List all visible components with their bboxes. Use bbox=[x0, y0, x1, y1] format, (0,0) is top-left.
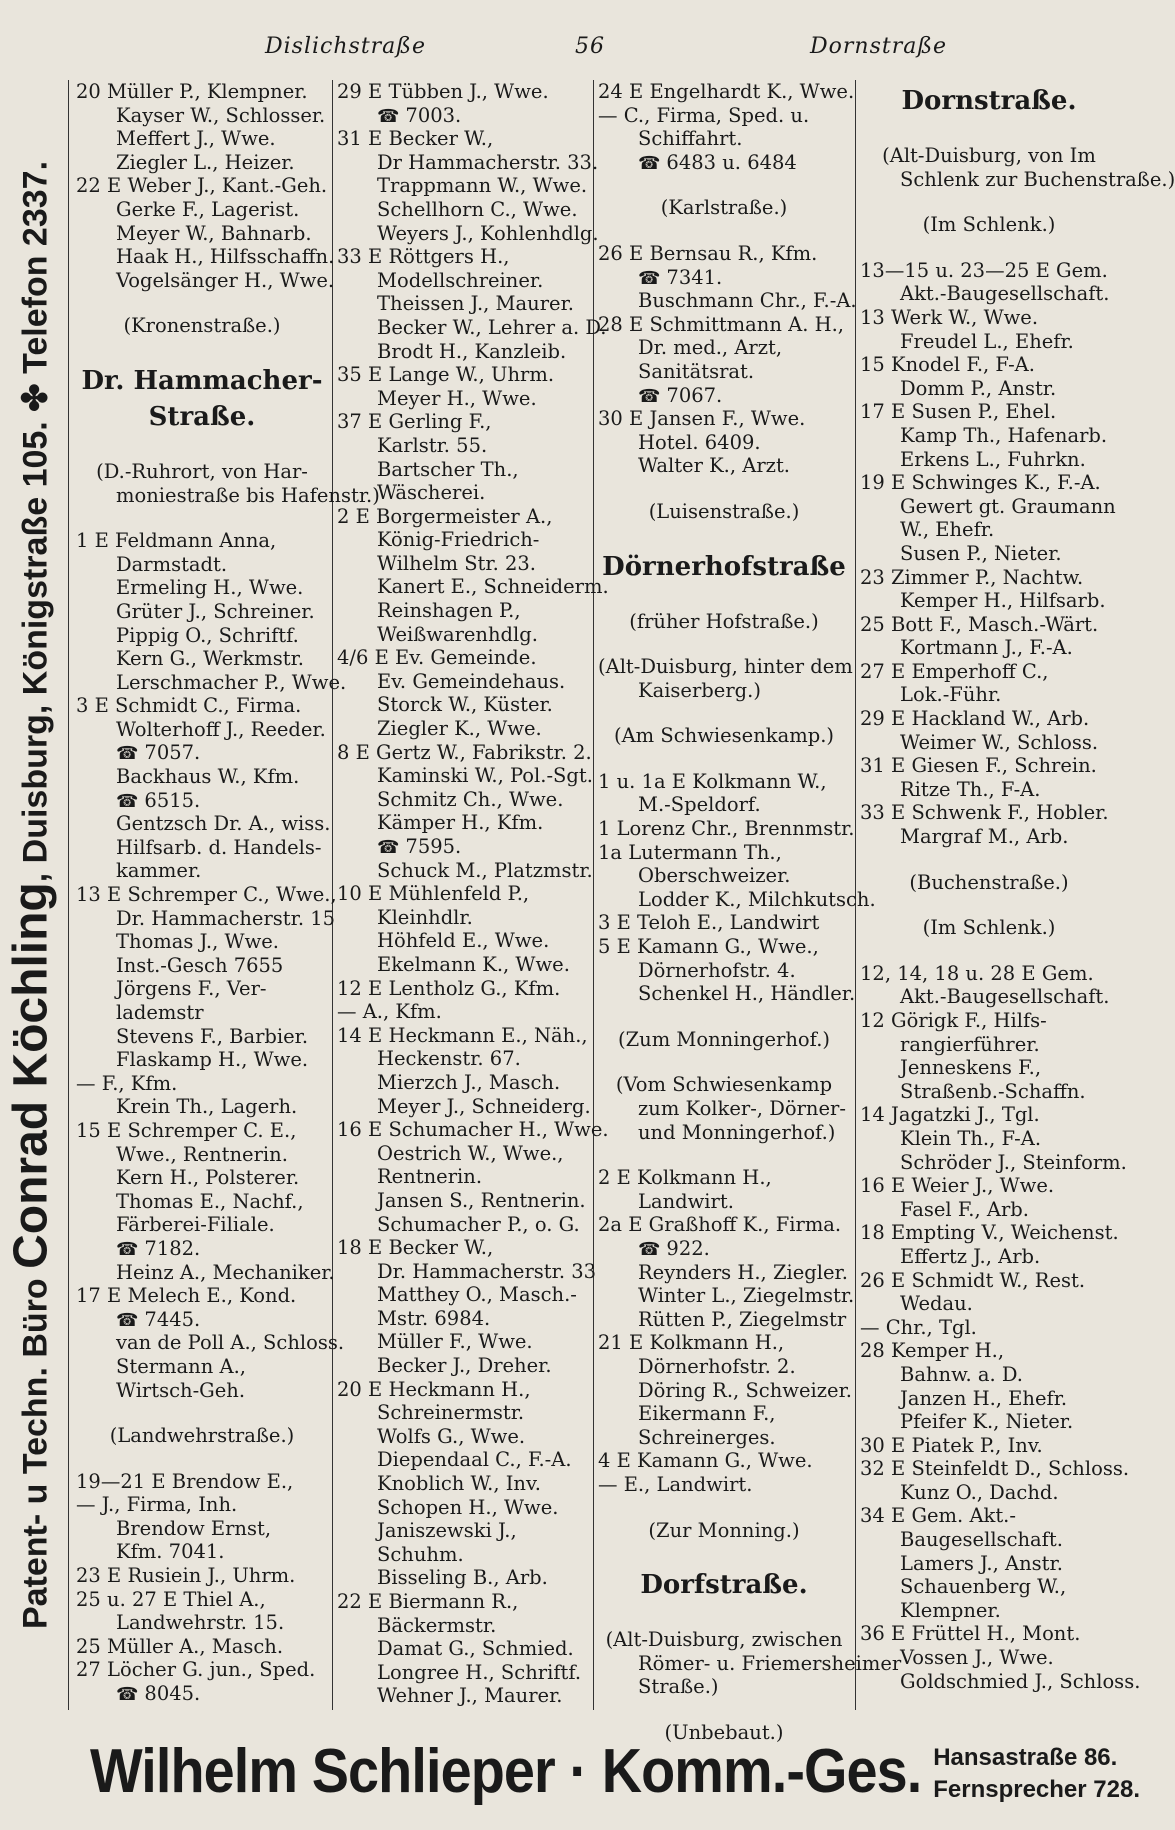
entry-line: 28 Kemper H., bbox=[860, 1339, 1005, 1363]
entry-line: Ritze Th., F-A. bbox=[900, 777, 1041, 801]
entry-line: M.-Speldorf. bbox=[638, 793, 761, 817]
entry-line: Fasel F., Arb. bbox=[900, 1197, 1029, 1221]
entry-line: Schiffahrt. bbox=[638, 127, 743, 151]
entry-line: Janzen H., Ehefr. bbox=[900, 1386, 1068, 1410]
entry-line: 8 E Gertz W., Fabrikstr. 2. bbox=[337, 740, 592, 764]
spacer bbox=[860, 237, 1118, 259]
entry-line: Kfm. 7041. bbox=[116, 1540, 225, 1564]
entry-line: 25 Bott F., Masch.-Wärt. bbox=[860, 612, 1099, 636]
entry-line: Reinshagen P., bbox=[377, 599, 521, 623]
spacer bbox=[860, 894, 1118, 916]
entry-line: 34 E Gem. Akt.- bbox=[860, 1504, 1016, 1528]
entry-line: Wilhelm Str. 23. bbox=[377, 551, 536, 575]
entry-line: Vossen J., Wwe. bbox=[900, 1646, 1054, 1670]
entry-line: Meyer J., Schneiderg. bbox=[377, 1094, 591, 1118]
entry-line: 22 E Biermann R., bbox=[337, 1590, 519, 1613]
entry-line: lademstr bbox=[116, 1001, 204, 1024]
street-note: (Buchenstraße.) bbox=[909, 870, 1069, 894]
phone-number: ☎ 7057. bbox=[76, 741, 328, 765]
entry-line: zum Kolker-, Dörner- bbox=[638, 1097, 846, 1120]
entry-line: Backhaus W., Kfm. bbox=[116, 765, 300, 789]
entry-line: 2a E Graßhoff K., Firma. bbox=[598, 1213, 842, 1237]
entry-line: Ziegler K., Wwe. bbox=[377, 717, 542, 741]
street-note: (Im Schlenk.) bbox=[922, 916, 1056, 940]
entry-line: 31 E Becker W., bbox=[337, 127, 494, 151]
entry-line: Brendow Ernst, bbox=[116, 1516, 272, 1540]
entry-line: Flaskamp H., Wwe. bbox=[116, 1048, 309, 1072]
entry-line: Stermann A., bbox=[116, 1354, 246, 1378]
street-note: (Luisenstraße.) bbox=[648, 499, 800, 523]
footer-company: Wilhelm Schlieper · Komm.-Ges. bbox=[90, 1737, 922, 1806]
entry-line: 16 E Weier J., Wwe. bbox=[860, 1174, 1055, 1198]
footer-street: Hansastraße 86. bbox=[933, 1744, 1118, 1771]
street-note: (Alt-Duisburg, von Im bbox=[882, 144, 1096, 167]
entry-line: Becker J., Dreher. bbox=[377, 1354, 552, 1378]
header-right: Dornstraße bbox=[810, 34, 948, 59]
entry-line: Bahnw. a. D. bbox=[900, 1362, 1024, 1386]
spacer bbox=[598, 1606, 850, 1628]
entry-line: 19—21 E Brendow E., bbox=[76, 1469, 294, 1493]
entry-line: Lerschmacher P., Wwe. bbox=[116, 670, 347, 694]
entry-line: Thomas E., Nachf., bbox=[116, 1189, 304, 1213]
entry-line: Gerke F., Lagerist. bbox=[116, 197, 300, 221]
entry-line: Inst.-Gesch 7655 bbox=[116, 953, 284, 977]
street-title: Dörnerhofstraße bbox=[602, 551, 846, 582]
entry-line: Pfeifer K., Nieter. bbox=[900, 1410, 1074, 1434]
entry-line: kammer. bbox=[116, 859, 202, 883]
entry-line: 17 E Melech E., Kond. bbox=[76, 1284, 297, 1308]
entry-line: Erkens L., Fuhrkn. bbox=[900, 447, 1086, 471]
entry-line: 36 E Früttel H., Mont. bbox=[860, 1622, 1081, 1646]
entry-line: Schuhm. bbox=[377, 1542, 464, 1566]
entry-line: Straße.) bbox=[638, 1675, 719, 1699]
street-note: (Karlstraße.) bbox=[660, 196, 788, 220]
street-note: (Zum Monningerhof.) bbox=[618, 1027, 830, 1051]
spacer bbox=[76, 1402, 328, 1424]
spacer bbox=[598, 748, 850, 770]
entry-line: — Chr., Tgl. bbox=[860, 1315, 977, 1339]
entry-line: Oberschweizer. bbox=[638, 864, 791, 888]
entry-line: Bartscher Th., bbox=[377, 457, 519, 481]
entry-line: Schumacher P., o. G. bbox=[377, 1212, 580, 1236]
entry-line: 30 E Piatek P., Inv. bbox=[860, 1433, 1043, 1457]
entry-line: Modellschreiner. bbox=[377, 268, 544, 292]
entry-line: Kern H., Polsterer. bbox=[116, 1166, 300, 1190]
entry-line: 3 E Schmidt C., Firma. bbox=[76, 694, 302, 718]
entry-line: Gewert gt. Graumann bbox=[900, 494, 1116, 518]
entry-line: Karlstr. 55. bbox=[377, 433, 488, 457]
column-1 bbox=[76, 80, 380, 1706]
entry-line: Wehner J., Maurer. bbox=[377, 1684, 563, 1708]
entry-line: 27 Löcher G. jun., Sped. bbox=[76, 1658, 316, 1682]
column-4 bbox=[860, 80, 1175, 1693]
spacer bbox=[76, 1448, 328, 1470]
entry-line: Schopen H., Wwe. bbox=[377, 1495, 559, 1519]
entry-line: Schauenberg W., bbox=[900, 1575, 1067, 1599]
entry-line: 23 E Rusiein J., Uhrm. bbox=[76, 1564, 296, 1588]
entry-line: 1a Lutermann Th., bbox=[598, 840, 782, 864]
spacer bbox=[598, 588, 850, 610]
entry-line: Becker W., Lehrer a. D. bbox=[377, 315, 607, 339]
entry-line: Wedau. bbox=[900, 1292, 973, 1316]
entry-line: Matthey O., Masch.- bbox=[377, 1283, 577, 1307]
street-note: (D.-Ruhrort, von Har- bbox=[96, 459, 308, 483]
entry-line: Walter K., Arzt. bbox=[638, 454, 790, 478]
entry-line: Straßenb.-Schaffn. bbox=[900, 1079, 1086, 1103]
entry-line: 1 u. 1a E Kolkmann W., bbox=[598, 769, 827, 793]
entry-line: 13—15 u. 23—25 E Gem. bbox=[860, 258, 1108, 282]
entry-line: 28 E Schmittmann A. H., bbox=[598, 312, 844, 336]
street-title: Straße. bbox=[148, 401, 256, 432]
entry-line: Döring R., Schweizer. bbox=[638, 1378, 852, 1402]
entry-line: — J., Firma, Inh. bbox=[76, 1493, 238, 1517]
entry-line: 29 E Hackland W., Arb. bbox=[860, 707, 1090, 731]
entry-line: 12, 14, 18 u. 28 E Gem. bbox=[860, 961, 1094, 985]
entry-line: Schenkel H., Händler. bbox=[638, 982, 856, 1006]
entry-line: Lok.-Führ. bbox=[900, 683, 1002, 707]
entry-line: Kortmann J., F.-A. bbox=[900, 636, 1073, 660]
entry-line: Brodt H., Kanzleib. bbox=[377, 339, 567, 363]
entry-line: 21 E Kolkmann H., bbox=[598, 1331, 785, 1355]
spacer bbox=[598, 174, 850, 196]
column-2 bbox=[337, 80, 609, 1708]
entry-line: Ekelmann K., Wwe. bbox=[377, 952, 570, 976]
spacer bbox=[76, 338, 328, 360]
entry-line: 2 E Borgermeister A., bbox=[337, 504, 553, 528]
entry-line: 24 E Engelhardt K., Wwe. bbox=[598, 80, 855, 103]
entry-line: moniestraße bis Hafenstr.) bbox=[116, 483, 380, 507]
entry-line: Kaiserberg.) bbox=[638, 678, 761, 702]
entry-line: 14 E Heckmann E., Näh., bbox=[337, 1023, 588, 1047]
entry-line: 33 E Schwenk F., Hobler. bbox=[860, 801, 1109, 825]
entry-line: Römer- u. Friemersheimer bbox=[638, 1651, 902, 1675]
entry-line: Janiszewski J., bbox=[377, 1519, 517, 1543]
spacer bbox=[598, 1006, 850, 1028]
entry-line: 35 E Lange W., Uhrm. bbox=[337, 363, 555, 387]
phone-number: ☎ 7595. bbox=[337, 835, 589, 859]
entry-line: Schuck M., Platzmstr. bbox=[377, 858, 593, 882]
entry-line: Wolfs G., Wwe. bbox=[377, 1424, 526, 1448]
street-note: (Landwehrstraße.) bbox=[109, 1424, 295, 1448]
entry-line: 19 E Schwinges K., F.-A. bbox=[860, 471, 1101, 495]
entry-line: Akt.-Baugesellschaft. bbox=[900, 985, 1110, 1009]
entry-line: Kleinhdlr. bbox=[377, 905, 473, 929]
entry-line: Domm P., Anstr. bbox=[900, 376, 1057, 400]
entry-line: 31 E Giesen F., Schrein. bbox=[860, 754, 1097, 778]
entry-line: Heckenstr. 67. bbox=[377, 1047, 521, 1071]
spacer bbox=[598, 633, 850, 655]
entry-line: Müller F., Wwe. bbox=[377, 1330, 533, 1354]
spacer bbox=[598, 1051, 850, 1073]
spacer bbox=[76, 438, 328, 460]
phone-number: ☎ 6483 u. 6484 bbox=[598, 151, 850, 175]
entry-line: Kern G., Werkmstr. bbox=[116, 647, 304, 671]
street-note: (Unbebaut.) bbox=[664, 1720, 784, 1744]
entry-line: Dr. Hammacherstr. 15 bbox=[116, 906, 336, 930]
spacer bbox=[598, 1699, 850, 1721]
sidebar-ad bbox=[0, 80, 62, 1710]
spacer bbox=[860, 122, 1118, 144]
entry-line: Weißwarenhdlg. bbox=[377, 622, 538, 646]
entry-line: 13 E Schremper C., Wwe., bbox=[76, 883, 337, 907]
entry-line: Kemper H., Hilfsarb. bbox=[900, 589, 1106, 613]
phone-number: ☎ 7067. bbox=[598, 384, 850, 408]
entry-line: Knoblich W., Inv. bbox=[377, 1472, 541, 1496]
entry-line: Mstr. 6984. bbox=[377, 1306, 491, 1330]
entry-line: und Monningerhof.) bbox=[638, 1120, 836, 1144]
entry-line: Pippig O., Schriftf. bbox=[116, 623, 299, 647]
entry-line: Rentnerin. bbox=[377, 1165, 483, 1189]
street-note: (Vom Schwiesenkamp bbox=[615, 1073, 833, 1097]
entry-line: Dr Hammacherstr. 33. bbox=[377, 150, 599, 174]
entry-line: Bisseling B., Arb. bbox=[377, 1566, 548, 1590]
entry-line: Meyer W., Bahnarb. bbox=[116, 221, 312, 245]
entry-line: Wwe., Rentnerin. bbox=[116, 1142, 288, 1166]
entry-line: 4 E Kamann G., Wwe. bbox=[598, 1449, 813, 1473]
entry-line: 25 Müller A., Masch. bbox=[76, 1634, 284, 1658]
spacer bbox=[598, 220, 850, 242]
entry-line: Longree H., Schriftf. bbox=[377, 1660, 582, 1684]
entry-line: Hilfsarb. d. Handels- bbox=[116, 835, 322, 859]
entry-line: Gentzsch Dr. A., wiss. bbox=[116, 812, 331, 836]
spacer bbox=[76, 292, 328, 314]
spacer bbox=[860, 191, 1118, 213]
entry-line: Winter L., Ziegelmstr. bbox=[638, 1284, 855, 1308]
entry-line: 1 Lorenz Chr., Brennmstr. bbox=[598, 817, 855, 841]
entry-line: 12 E Lentholz G., Kfm. bbox=[337, 976, 561, 1000]
entry-line: 3 E Teloh E., Landwirt bbox=[598, 911, 820, 935]
phone-number: ☎ 7182. bbox=[76, 1237, 328, 1261]
entry-line: Landwirt. bbox=[638, 1189, 734, 1213]
entry-line: 29 E Tübben J., Wwe. bbox=[337, 80, 549, 103]
entry-line: 26 E Bernsau R., Kfm. bbox=[598, 241, 818, 265]
entry-line: Freudel L., Ehefr. bbox=[900, 329, 1074, 353]
entry-line: van de Poll A., Schloss. bbox=[116, 1331, 345, 1355]
entry-line: Wolterhoff J., Reeder. bbox=[116, 717, 326, 741]
entry-line: Jörgens F., Ver- bbox=[116, 977, 267, 1001]
entry-line: Schmitz Ch., Wwe. bbox=[377, 787, 564, 811]
entry-line: Dr. Hammacherstr. 33 bbox=[377, 1259, 597, 1283]
entry-line: Heinz A., Mechaniker. bbox=[116, 1260, 335, 1284]
entry-line: Sanitätsrat. bbox=[638, 359, 755, 383]
entry-line: Susen P., Nieter. bbox=[900, 541, 1062, 565]
entry-line: Schröder J., Steinform. bbox=[900, 1150, 1127, 1174]
entry-line: Thomas J., Wwe. bbox=[116, 930, 279, 954]
entry-line: 25 u. 27 E Thiel A., bbox=[76, 1587, 266, 1611]
entry-line: Schlenk zur Buchenstraße.) bbox=[900, 167, 1175, 191]
entry-line: Haak H., Hilfsschaffn. bbox=[116, 245, 335, 269]
phone-number: ☎ 7341. bbox=[598, 266, 850, 290]
entry-line: 16 E Schumacher H., Wwe. bbox=[337, 1118, 609, 1142]
entry-line: Klempner. bbox=[900, 1598, 1001, 1622]
entry-line: Theissen J., Maurer. bbox=[377, 292, 574, 316]
street-title: Dornstraße. bbox=[901, 86, 1077, 116]
entry-line: Mierzch J., Masch. bbox=[377, 1070, 561, 1094]
entry-line: König-Friedrich- bbox=[377, 528, 540, 552]
street-note: (Alt-Duisburg, hinter dem bbox=[598, 655, 853, 679]
entry-line: Dörnerhofstr. 4. bbox=[638, 958, 796, 982]
entry-line: 27 E Emperhoff C., bbox=[860, 659, 1049, 683]
entry-line: 1 E Feldmann Anna, bbox=[76, 529, 277, 553]
entry-line: Weyers J., Kohlenhdlg. bbox=[377, 221, 599, 245]
street-note: (Alt-Duisburg, zwischen bbox=[605, 1628, 843, 1652]
sidebar-text-2: Conrad Köchling bbox=[4, 882, 58, 1269]
entry-line: 30 E Jansen F., Wwe. bbox=[598, 407, 806, 431]
entry-line: Krein Th., Lagerh. bbox=[116, 1095, 298, 1119]
entry-line: 5 E Kamann G., Wwe., bbox=[598, 935, 819, 959]
entry-line: 14 Jagatzki J., Tgl. bbox=[860, 1103, 1040, 1127]
entry-line: — A., Kfm. bbox=[337, 1000, 442, 1024]
entry-line: 15 E Schremper C. E., bbox=[76, 1118, 297, 1142]
entry-line: Goldschmied J., Schloss. bbox=[900, 1669, 1141, 1693]
entry-line: 23 Zimmer P., Nachtw. bbox=[860, 565, 1084, 589]
phone-number: ☎ 7003. bbox=[337, 104, 589, 128]
entry-line: 2 E Kolkmann H., bbox=[598, 1166, 772, 1190]
entry-line: Vogelsänger H., Wwe. bbox=[116, 268, 335, 292]
entry-line: Wirtsch-Geh. bbox=[116, 1378, 246, 1402]
entry-line: 12 Görigk F., Hilfs- bbox=[860, 1009, 1047, 1032]
entry-line: — C., Firma, Sped. u. bbox=[598, 103, 810, 127]
entry-line: Landwehrstr. 15. bbox=[116, 1611, 285, 1635]
street-note: (früher Hofstraße.) bbox=[629, 609, 819, 633]
entry-line: Eikermann F., bbox=[638, 1402, 776, 1426]
entry-line: Bäckermstr. bbox=[377, 1613, 497, 1637]
spacer bbox=[598, 478, 850, 500]
entry-line: Weimer W., Schloss. bbox=[900, 730, 1099, 754]
spacer bbox=[598, 702, 850, 724]
entry-line: Damat G., Schmied. bbox=[377, 1637, 574, 1661]
entry-line: 13 Werk W., Wwe. bbox=[860, 305, 1039, 329]
header-left: Dislichstraße bbox=[265, 34, 427, 59]
footer-ad bbox=[90, 1736, 1140, 1816]
phone-number: ☎ 8045. bbox=[76, 1682, 328, 1706]
entry-line: Diependaal C., F.-A. bbox=[377, 1448, 572, 1472]
spacer bbox=[860, 940, 1118, 962]
spacer bbox=[598, 1542, 850, 1564]
sidebar-text-3: , Duisburg, Königstraße 105. ✤ Telefon 2337. bbox=[16, 160, 55, 883]
entry-line: Höhfeld E., Wwe. bbox=[377, 929, 550, 953]
entry-line: Stevens F., Barbier. bbox=[116, 1024, 309, 1048]
entry-line: Lodder K., Milchkutsch. bbox=[638, 887, 876, 911]
street-note: (Am Schwiesenkamp.) bbox=[613, 724, 834, 748]
entry-line: Meyer H., Wwe. bbox=[377, 386, 537, 410]
entry-line: Baugesellschaft. bbox=[900, 1528, 1063, 1552]
entry-line: Kaminski W., Pol.-Sgt. bbox=[377, 764, 593, 788]
entry-line: Meffert J., Wwe. bbox=[116, 127, 276, 151]
street-title: Dr. Hammacher- bbox=[81, 365, 323, 396]
entry-line: — F., Kfm. bbox=[76, 1071, 178, 1095]
entry-line: Reynders H., Ziegler. bbox=[638, 1260, 848, 1284]
entry-line: Kamp Th., Hafenarb. bbox=[900, 423, 1108, 447]
entry-line: 18 E Becker W., bbox=[337, 1236, 494, 1260]
page-number: 56 bbox=[575, 34, 605, 59]
entry-line: 33 E Röttgers H., bbox=[337, 245, 510, 269]
spacer bbox=[76, 507, 328, 529]
entry-line: Rütten P., Ziegelmstr bbox=[638, 1307, 847, 1331]
phone-number: ☎ 7445. bbox=[76, 1308, 328, 1332]
spacer bbox=[598, 1497, 850, 1519]
entry-line: 22 E Weber J., Kant.-Geh. bbox=[76, 174, 328, 198]
entry-line: 37 E Gerling F., bbox=[337, 410, 492, 434]
entry-line: Oestrich W., Wwe., bbox=[377, 1141, 564, 1165]
entry-line: Kayser W., Schlosser. bbox=[116, 103, 326, 127]
entry-line: Schreinerges. bbox=[638, 1425, 776, 1449]
entry-line: Ev. Gemeindehaus. bbox=[377, 669, 566, 693]
entry-line: rangierführer. bbox=[900, 1032, 1040, 1056]
spacer bbox=[598, 524, 850, 546]
entry-line: Kanert E., Schneiderm. bbox=[377, 575, 609, 599]
street-note: (Zur Monning.) bbox=[648, 1518, 800, 1542]
entry-line: Trappmann W., Wwe. bbox=[377, 174, 588, 198]
entry-line: Grüter J., Schreiner. bbox=[116, 599, 315, 623]
entry-line: Hotel. 6409. bbox=[638, 430, 761, 454]
entry-line: Färberei-Filiale. bbox=[116, 1213, 275, 1237]
entry-line: Dörnerhofstr. 2. bbox=[638, 1354, 796, 1378]
entry-line: 15 Knodel F., F-A. bbox=[860, 353, 1035, 377]
entry-line: Wäscherei. bbox=[377, 481, 486, 505]
sidebar-text-1: Patent- u Techn. Büro bbox=[16, 1268, 55, 1630]
entry-line: 18 Empting V., Weichenst. bbox=[860, 1221, 1119, 1245]
entry-line: — E., Landwirt. bbox=[598, 1472, 753, 1496]
entry-line: 26 E Schmidt W., Rest. bbox=[860, 1268, 1086, 1292]
phone-number: ☎ 6515. bbox=[76, 789, 328, 813]
entry-line: Klein Th., F-A. bbox=[900, 1126, 1042, 1150]
entry-line: Schreinermstr. bbox=[377, 1401, 525, 1425]
entry-line: Lamers J., Anstr. bbox=[900, 1551, 1063, 1575]
spacer bbox=[860, 849, 1118, 871]
entry-line: Jansen S., Rentnerin. bbox=[377, 1188, 586, 1212]
entry-line: Ziegler L., Heizer. bbox=[116, 150, 295, 174]
entry-line: Effertz J., Arb. bbox=[900, 1244, 1041, 1268]
entry-line: Darmstadt. bbox=[116, 552, 228, 576]
column-rule bbox=[68, 80, 69, 1710]
entry-line: Margraf M., Arb. bbox=[900, 825, 1069, 849]
entry-line: 20 E Heckmann H., bbox=[337, 1377, 531, 1401]
entry-line: 20 Müller P., Klempner. bbox=[76, 80, 308, 103]
entry-line: 4/6 E Ev. Gemeinde. bbox=[337, 646, 537, 670]
entry-line: Akt.-Baugesellschaft. bbox=[900, 282, 1110, 306]
entry-line: Kunz O., Dachd. bbox=[900, 1480, 1059, 1504]
spacer bbox=[598, 1144, 850, 1166]
street-note: (Im Schlenk.) bbox=[922, 213, 1056, 237]
footer-phone: Fernsprecher 728. bbox=[933, 1776, 1140, 1803]
entry-line: Schellhorn C., Wwe. bbox=[377, 197, 578, 221]
entry-line: Storck W., Küster. bbox=[377, 693, 553, 717]
street-title: Dorfstraße. bbox=[640, 1570, 808, 1601]
entry-line: 17 E Susen P., Ehel. bbox=[860, 400, 1057, 424]
entry-line: Buschmann Chr., F.-A. bbox=[638, 289, 857, 313]
entry-line: Kämper H., Kfm. bbox=[377, 811, 544, 835]
entry-line: Ermeling H., Wwe. bbox=[116, 576, 304, 600]
entry-line: 10 E Mühlenfeld P., bbox=[337, 882, 530, 906]
entry-line: W., Ehefr. bbox=[900, 518, 995, 542]
entry-line: Dr. med., Arzt, bbox=[638, 336, 783, 360]
column-3 bbox=[598, 80, 902, 1744]
entry-line: Jenneskens F., bbox=[900, 1056, 1042, 1080]
entry-line: 32 E Steinfeldt D., Schloss. bbox=[860, 1457, 1130, 1481]
phone-number: ☎ 922. bbox=[598, 1237, 850, 1261]
street-note: (Kronenstraße.) bbox=[123, 314, 281, 338]
